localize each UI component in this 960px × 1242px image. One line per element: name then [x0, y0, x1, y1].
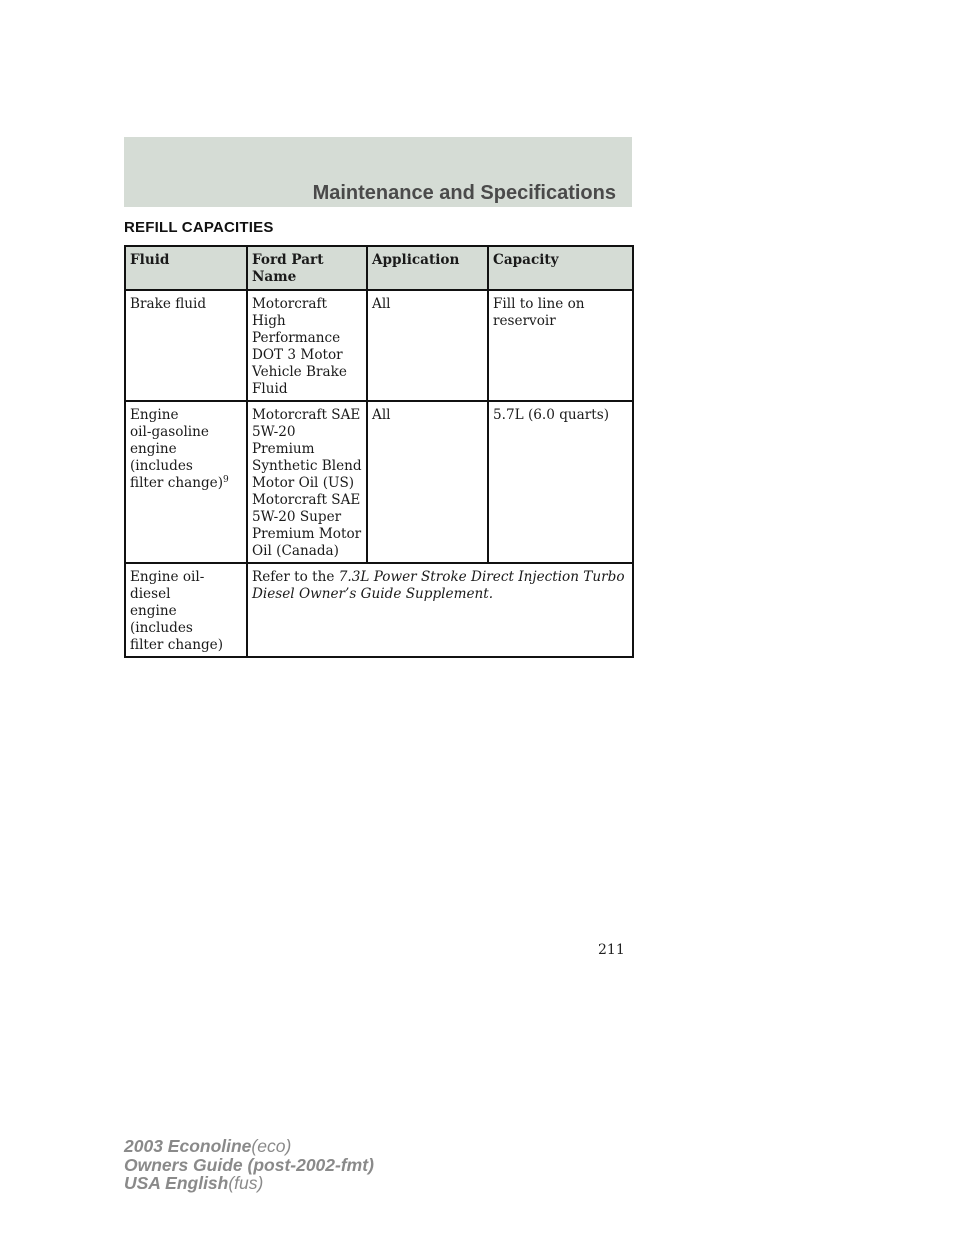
refer-document-title: 7.3L Power Stroke Direct Injection Turbo [338, 569, 625, 585]
cell-line: Fluid [252, 381, 288, 397]
header-line: Ford Part [252, 252, 324, 268]
column-header-fluid: Fluid [125, 246, 247, 290]
document-footer [124, 1137, 374, 1193]
header-band [124, 137, 632, 207]
header-line: Name [252, 269, 297, 285]
cell-line [252, 569, 628, 586]
cell-part-name [247, 290, 367, 401]
refill-capacities-table [124, 245, 634, 658]
cell-line: Motorcraft SAE [252, 492, 361, 508]
footnote-marker: 9 [223, 475, 229, 485]
cell-line: Engine oil-diesel [130, 569, 205, 602]
section-title: REFILL CAPACITIES [124, 219, 274, 236]
cell-line: engine (includes [130, 603, 193, 636]
footer-language: USA English [124, 1173, 229, 1193]
cell-line: filter change) [130, 637, 224, 653]
cell-line: reservoir [493, 313, 556, 329]
table-row [125, 290, 633, 401]
column-header-ford-part-name [247, 246, 367, 290]
cell-line: 5W-20 Super [252, 509, 342, 525]
cell-line: Fill to line on [493, 296, 585, 312]
table-row [125, 563, 633, 657]
page-number: 211 [598, 942, 625, 958]
cell-application: All [367, 401, 488, 563]
refer-prefix: Refer to the [252, 569, 339, 585]
cell-line: Motor Oil (US) [252, 475, 355, 491]
cell-line: 5W-20 Premium [252, 424, 315, 457]
table-row [125, 401, 633, 563]
footer-guide-name: Owners Guide (post-2002-fmt) [124, 1154, 374, 1175]
refer-document-title: Diesel Owner’s Guide Supplement. [252, 586, 494, 602]
footer-line [124, 1174, 374, 1193]
cell-line: engine (includes [130, 441, 193, 474]
cell-line: Performance [252, 330, 341, 346]
cell-fluid [125, 563, 247, 657]
cell-fluid [125, 401, 247, 563]
cell-line [130, 475, 242, 492]
cell-line: Vehicle Brake [252, 364, 347, 380]
chapter-title: Maintenance and Specifications [312, 182, 616, 204]
cell-text: filter change) [130, 475, 224, 491]
footer-model: 2003 Econoline [124, 1136, 252, 1156]
cell-line: Motorcraft SAE [252, 407, 361, 423]
cell-refer-note [247, 563, 633, 657]
table-header-row [125, 246, 633, 290]
cell-part-name [247, 401, 367, 563]
cell-capacity [488, 290, 633, 401]
cell-line: Motorcraft High [252, 296, 327, 329]
column-header-application: Application [367, 246, 488, 290]
footer-line [124, 1137, 374, 1156]
cell-line: oil-gasoline [130, 424, 209, 440]
footer-model-code: (eco) [251, 1136, 292, 1156]
cell-line: Premium Motor [252, 526, 362, 542]
footer-language-code: (fus) [228, 1173, 264, 1193]
cell-line: Oil (Canada) [252, 543, 339, 559]
cell-capacity: 5.7L (6.0 quarts) [488, 401, 633, 563]
cell-fluid: Brake fluid [125, 290, 247, 401]
cell-line: DOT 3 Motor [252, 347, 343, 363]
cell-application: All [367, 290, 488, 401]
cell-line: Engine [130, 407, 179, 423]
cell-line: Synthetic Blend [252, 458, 362, 474]
column-header-capacity: Capacity [488, 246, 633, 290]
